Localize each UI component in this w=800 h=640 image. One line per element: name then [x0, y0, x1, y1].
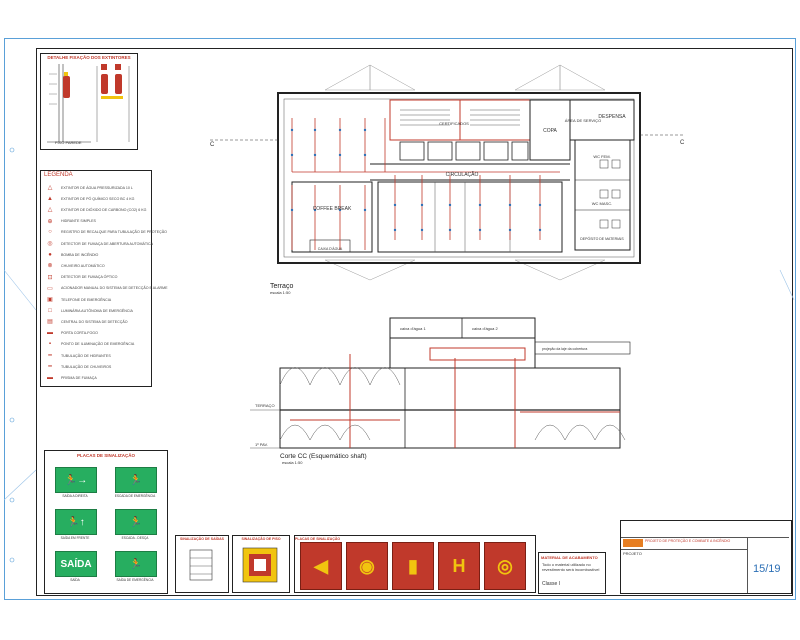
legend-item-text: DETECTOR DE FUMAÇA ÓPTICO: [61, 275, 118, 280]
legend-item-text: DETECTOR DE FUMAÇA DE ABERTURA AUTOMÁTICA: [61, 241, 154, 246]
legend-symbol-icon: ━: [48, 353, 52, 359]
room-label: COFFEE BREAK: [312, 206, 352, 212]
exit-sign-detail-drawing: [176, 536, 228, 592]
floor-plan: [200, 60, 690, 290]
legend-item: [45, 295, 111, 304]
legend-item: [45, 284, 168, 293]
exit-sign-caption: ESCADA - DESÇA: [121, 536, 149, 540]
extinguisher-detail-box: [40, 53, 138, 150]
legend-item-text: PRISMA DE FUMAÇA: [61, 375, 97, 380]
room-label: DESPENSA: [598, 114, 626, 120]
legend-item: [45, 194, 134, 203]
legend-symbol-icon: ▬: [47, 374, 53, 381]
room-label: WC MASC.: [591, 201, 613, 206]
legend-item: [45, 351, 111, 360]
legend-symbol-icon: ━: [48, 364, 52, 371]
legend-item-text: REGISTRO DE RECALQUE PARA TUBULAÇÃO DE PROTEÇÃO: [61, 230, 167, 235]
legend-symbol-icon: ⊗: [47, 263, 53, 270]
legend-symbol-icon: ●: [48, 251, 52, 258]
title-block-divider: [621, 549, 747, 550]
floor-sign-detail: [232, 535, 290, 593]
legend-item: [45, 306, 133, 315]
exit-sign: 🏃→: [55, 467, 97, 493]
legend-item-text: BOMBA DE INCÊNDIO: [61, 252, 99, 257]
exit-sign: SAÍDA: [55, 551, 97, 577]
section-drawing: [250, 310, 650, 460]
section-label: 1º PAV.: [255, 442, 268, 447]
title-block-vertical-divider: [747, 537, 748, 593]
legend-symbol-icon: ○: [48, 229, 52, 236]
finishing-note-class: Classe I: [542, 581, 561, 587]
plan-scale: escala 1:50: [270, 290, 291, 295]
legend-item: [45, 217, 96, 226]
legend-symbol-icon: □: [48, 307, 52, 314]
exit-sign-detail-title: SINALIZAÇÃO DE SAÍDAS: [180, 537, 224, 541]
legend-item-text: TUBULAÇÃO DE HIDRANTES: [61, 353, 111, 358]
legend-item-text: LUMINÁRIA AUTÔNOMA DE EMERGÊNCIA: [61, 308, 133, 313]
legend-symbol-icon: ▤: [47, 319, 53, 326]
legend-item-text: HIDRANTE SIMPLES: [61, 219, 96, 224]
legend-item-text: ACIONADOR MANUAL DO SISTEMA DE DETECÇÃO E ALARME: [61, 286, 168, 291]
equipment-signs-title: PLACAS DE SINALIZAÇÃO: [295, 537, 341, 541]
legend-item: [45, 373, 97, 382]
legend-symbol-icon: ⊕: [47, 218, 53, 225]
finishing-note: [538, 552, 606, 594]
legend-item-text: CENTRAL DO SISTEMA DE DETECÇÃO: [61, 319, 128, 324]
legend-item-text: TELEFONE DE EMERGÊNCIA: [61, 297, 112, 302]
exit-sign-detail: [175, 535, 229, 593]
sheet-number: 15/19: [753, 563, 781, 575]
legend-item-text: CHUVEIRO AUTOMÁTICO: [61, 263, 105, 268]
equipment-sign-icon: ◉: [346, 542, 388, 590]
extinguisher-detail-title: DETALHE FIXAÇÃO DOS EXTINTORES: [47, 55, 131, 60]
equipment-sign-icon: ◀: [300, 542, 342, 590]
exit-sign: 🏃: [115, 551, 157, 577]
equipment-sign-icon: ◎: [484, 542, 526, 590]
svg-text:C: C: [210, 142, 215, 148]
legend-symbol-icon: ▬: [47, 330, 53, 337]
legend-item: [45, 250, 98, 259]
legend-item-text: EXTINTOR DE PÓ QUÍMICO SECO BC 4 KG: [61, 196, 135, 201]
section-label: caixa d'água 1: [400, 326, 426, 331]
finishing-note-text: Todo o material utilizado no revestimento será incombustível: [542, 562, 600, 572]
legend-item: [45, 317, 128, 326]
exit-sign-caption: SAÍDA EM FRENTE: [60, 536, 90, 540]
room-label: CIRCULAÇÃO: [445, 172, 479, 178]
floor-sign-detail-drawing: [233, 536, 289, 592]
finishing-note-title: MATERIAL DE ACABAMENTO: [541, 555, 598, 560]
svg-text:C: C: [680, 140, 685, 146]
legend-item: [45, 261, 105, 270]
room-label: COPA: [543, 128, 557, 134]
legend-item: [45, 205, 146, 214]
legend-symbol-icon: △: [47, 207, 53, 214]
legend-item-text: TUBULAÇÃO DE CHUVEIROS: [61, 364, 112, 369]
exit-sign: 🏃: [115, 509, 157, 535]
title-block: [620, 520, 792, 594]
legend-item: [45, 239, 153, 248]
room-label: WC FEM.: [593, 154, 611, 159]
section-label: projeção da laje da cobertura: [542, 347, 588, 351]
section-title: Corte CC (Esquemático shaft): [280, 453, 367, 460]
legend-item-text: EXTINTOR DE ÁGUA PRESSURIZADA 10 L: [61, 185, 133, 190]
floor-sign-detail-title: SINALIZAÇÃO DE PISO: [241, 537, 281, 541]
room-label: CAIXA D'ÁGUA: [317, 247, 343, 251]
extinguisher-detail-label: FIXO PAREDE: [55, 140, 82, 145]
legend-item-text: EXTINTOR DE DIÓXIDO DE CARBONO (CO2) 6 KG: [61, 207, 147, 212]
legend-symbol-icon: ▪: [48, 341, 52, 348]
legend-symbol-icon: △: [47, 185, 53, 191]
exit-sign: 🏃↑: [55, 509, 97, 535]
room-label: DEPÓSITO DE MATERIAIS: [580, 237, 624, 241]
signage-panel: [44, 450, 168, 594]
legend-item: [45, 329, 98, 338]
legend-symbol-icon: ▲: [47, 195, 53, 202]
equipment-sign-icon: H: [438, 542, 480, 590]
exit-sign-caption: ESCADA DE EMERGÊNCIA: [114, 494, 156, 498]
legend-symbol-icon: ▣: [47, 297, 53, 303]
legend-box: [40, 170, 168, 387]
legend-item: [45, 228, 167, 237]
legend-title: LEGENDA: [44, 172, 73, 178]
section-label: TERRAÇO: [255, 403, 275, 408]
exit-sign: 🏃: [115, 467, 157, 493]
legend-item: [45, 183, 133, 192]
legend-symbol-icon: ◎: [47, 241, 53, 247]
legend-item-text: PORTA CORTA-FOGO: [61, 331, 98, 336]
legend-symbol-icon: ⊡: [47, 274, 53, 281]
extinguisher-detail-drawing: [41, 54, 137, 147]
section-label: caixa d'água 2: [472, 326, 498, 331]
legend-item: [45, 362, 111, 371]
exit-sign-caption: SAÍDA: [70, 578, 80, 582]
legend-item-text: PONTO DE ILUMINAÇÃO DE EMERGÊNCIA: [61, 342, 135, 347]
signage-panel-title: PLACAS DE SINALIZAÇÃO: [76, 453, 135, 458]
room-label: CERTIFICADOS: [439, 121, 469, 126]
exit-sign-caption: SAÍDA A DIREITA: [62, 494, 88, 498]
title-block-header: [621, 521, 789, 538]
company-logo: [623, 539, 643, 547]
exit-sign-caption: SAÍDA DE EMERGÊNCIA: [116, 578, 154, 582]
title-block-project-title: PROJETO DE PROTEÇÃO E COMBATE A INCÊNDIO: [645, 539, 731, 543]
plan-title: Terraço: [270, 283, 294, 290]
equipment-sign-icon: ▮: [392, 542, 434, 590]
legend-item: [45, 340, 134, 349]
title-block-project-label: PROJETO: [623, 551, 642, 556]
legend-item: [45, 273, 117, 282]
section-scale: escala 1:50: [282, 460, 303, 465]
legend-symbol-icon: ▭: [47, 285, 53, 292]
room-label: ÁREA DE SERVIÇO: [564, 118, 602, 123]
